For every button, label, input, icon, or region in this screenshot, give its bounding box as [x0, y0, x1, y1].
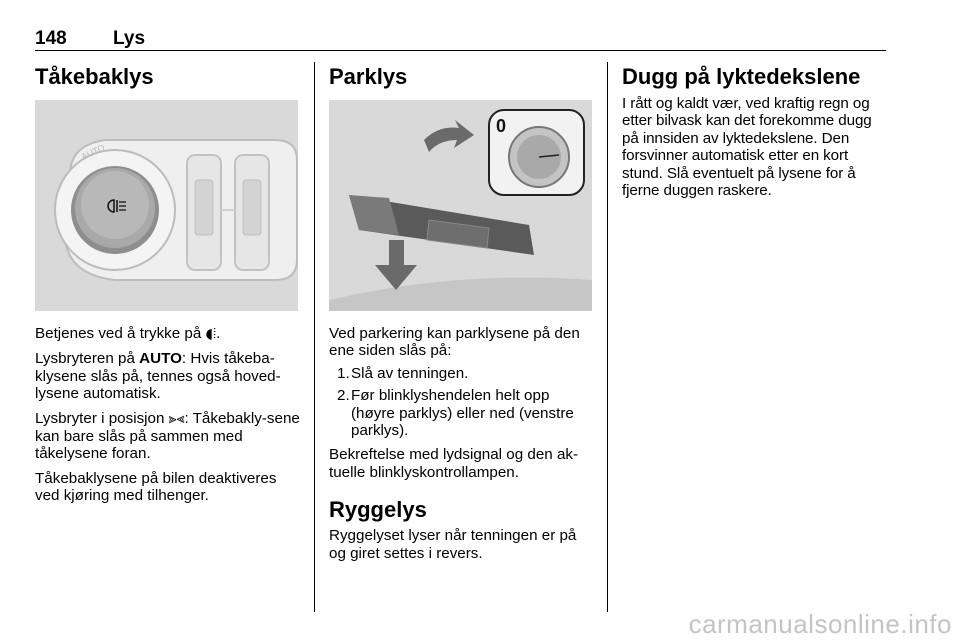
steps-list — [329, 365, 593, 440]
section-title: Dugg på lyktedekslene — [622, 64, 861, 89]
column-divider — [314, 62, 315, 612]
column-divider — [607, 62, 608, 612]
paragraph: Bekreftelse med lydsignal og den ak-tuelle blinklyskontrollampen. — [329, 446, 579, 481]
paragraph: Ryggelyset lyser når tenningen er på og giret settes i revers. — [329, 527, 577, 562]
paragraph: I rått og kaldt vær, ved kraftig regn og etter bilvask kan det forekomme dugg på innsiden av lyktedekslene. Den forsvinner automatisk etter en kort stund. Slå eventuelt på lysene for å fjerne duggen raskere. — [622, 95, 872, 200]
section-title: Ryggelys — [329, 497, 427, 523]
paragraph: Betjenes ved å trykke på ◖⦙. — [35, 325, 221, 342]
list-item: 2. Før blinklyshendelen helt opp (høyre parklys) eller ned (venstre parklys). — [337, 387, 574, 440]
watermark: carmanualsonline.info — [688, 609, 952, 639]
fog-light-icon: ⫸⫷ — [168, 410, 185, 427]
auto-label: AUTO — [79, 142, 107, 162]
chapter-title: Lys — [113, 28, 146, 49]
paragraph: Tåkebaklysene på bilen deaktiveres ved kjøring med tilhenger. — [35, 469, 277, 505]
section-title: Parklys — [329, 64, 408, 89]
turn-signal-lever-figure — [329, 100, 592, 311]
paragraph: Lysbryteren på AUTO: Hvis tåkeba-klysene slås på, tennes også hoved-lysene automatisk. — [35, 350, 281, 403]
paragraph: Lysbryter i posisjon ⫸⫷: Tåkebakly-sene kan bare slås på sammen med tåkelysene foran. — [35, 409, 300, 463]
section-condensation — [622, 62, 888, 199]
light-switch-figure — [35, 100, 298, 311]
page-header — [35, 28, 886, 51]
section-title: Tåkebaklys — [35, 64, 154, 89]
paragraph: Ved parkering kan parklysene på den ene siden slås på: — [329, 325, 580, 360]
section-parking-light — [329, 62, 593, 562]
rear-fog-light-icon: ◖⦙ — [205, 326, 217, 342]
section-rear-fog-light — [35, 62, 300, 505]
light-switch-illustration — [35, 100, 298, 311]
page-number: 148 — [35, 28, 67, 49]
lever-illustration — [329, 100, 592, 311]
list-item: 1. Slå av tenningen. — [337, 364, 469, 382]
position-zero-label: 0 — [496, 116, 507, 136]
